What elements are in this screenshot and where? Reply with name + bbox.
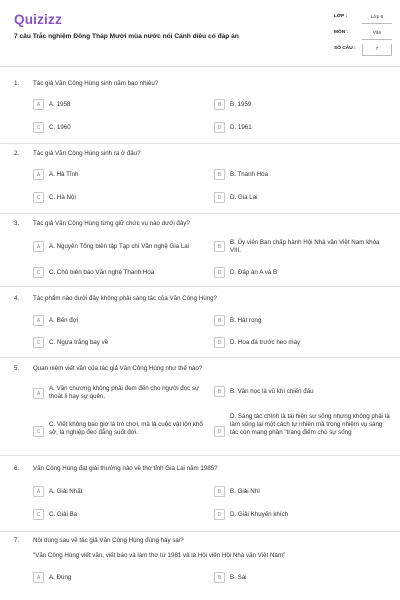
option-letter-c: C (33, 337, 44, 348)
option-letter-a: A (33, 99, 44, 110)
option-letter-b: B (214, 241, 225, 252)
option-text-d: D. Giải Khuyến khích (230, 510, 289, 518)
question-text: Nội dung sau về tác giả Văn Công Hùng đúng hay sai? (33, 537, 184, 544)
question-quote: "Văn Công Hùng viết văn, viết báo và làm thơ từ 1981 và là Hội viên Hội Nhà văn Việt Nam" (33, 552, 286, 559)
option-text-d: D. 1961 (230, 123, 252, 131)
meta-row-mon (334, 28, 394, 44)
option-text-a: A. Hà Tĩnh (49, 170, 79, 178)
question-text: Quan niệm viết văn của tác giả Văn Công Hùng như thế nào? (33, 365, 203, 372)
quizizz-logo[interactable]: Quizizz (14, 12, 62, 27)
option-text-b: B. Giải Nhì (230, 487, 260, 495)
option-letter-a: A (33, 315, 44, 326)
worksheet-title: 7 câu Trắc nghiệm Đồng Tháp Mười mùa nước nổi Cánh diều có đáp án (14, 33, 239, 40)
option-letter-d: D (214, 267, 225, 278)
question-divider (0, 357, 400, 358)
mon-label: MÔN : (334, 30, 349, 35)
option-text-a: A. Đúng (49, 573, 72, 581)
option-letter-a: A (33, 169, 44, 180)
question-text: Tác giả Văn Công Hùng sinh năm bao nhiêu? (33, 80, 159, 87)
question-text: Tác giả Văn Công Hùng từng giữ chức vụ nào dưới đây? (33, 220, 190, 227)
option-letter-a: A (33, 241, 44, 252)
question-divider (0, 531, 400, 532)
option-letter-d: D (214, 426, 225, 437)
question-number: 1. (14, 80, 20, 87)
question-number: 4. (14, 295, 20, 302)
option-letter-c: C (33, 122, 44, 133)
question-text: Văn Công Hùng đạt giải thưởng nào về thơ tỉnh Gia Lai năm 1985? (33, 465, 218, 472)
question-number: 5. (14, 365, 20, 372)
option-letter-c: C (33, 192, 44, 203)
option-text-b: B. 1959 (230, 100, 252, 108)
option-text-d: D. Đáp án A và B (230, 268, 278, 276)
option-text-b: B. Thanh Hóa (230, 170, 269, 178)
option-letter-d: D (214, 122, 225, 133)
lop-label: LỚP : (334, 14, 348, 19)
option-text-c: C. 1960 (49, 123, 71, 131)
option-letter-d: D (214, 337, 225, 348)
option-letter-c: C (33, 426, 44, 437)
question-text: Tác giả Văn Công Hùng sinh ra ở đâu? (33, 150, 141, 157)
option-letter-c: C (33, 509, 44, 520)
worksheet-meta (334, 12, 394, 60)
socau-label: SỐ CÂU : (334, 46, 356, 51)
question-divider (0, 286, 400, 287)
option-text-b: B. Văn học là vũ khí chiến đấu (230, 387, 314, 395)
option-text-c: C. Hà Nội (49, 193, 76, 201)
option-letter-a: A (33, 486, 44, 497)
option-letter-b: B (214, 486, 225, 497)
option-letter-b: B (214, 169, 225, 180)
question-divider (0, 213, 400, 214)
option-letter-b: B (214, 99, 225, 110)
option-text-d: D. Hoa đá trước heo may (230, 338, 301, 346)
option-letter-b: B (214, 315, 225, 326)
question-divider (0, 143, 400, 144)
option-text-b: B. Sai (230, 573, 247, 581)
option-text-a: A. Nguyên Tổng biên tập Tạp chí Văn nghệ Gia Lai (49, 242, 190, 250)
option-letter-c: C (33, 267, 44, 278)
option-letter-a: A (33, 572, 44, 583)
question-text: Tác phẩm nào dưới đây không phải sáng tác của Văn Công Hùng? (33, 295, 217, 302)
option-text-d: D. Sáng tác chính là tái hiện sự sống nhưng không phải là làm sống lại một cách tự nhiên mà trong nhiệm vụ sáng tác còn mang phần "trang điểm cho sự sống (230, 412, 390, 437)
mon-value: Văn (362, 28, 392, 40)
header-divider (0, 66, 400, 67)
option-letter-d: D (214, 192, 225, 203)
question-number: 7. (14, 537, 20, 544)
lop-value: Lớp 6 (362, 12, 392, 24)
option-text-a: A. 1958 (49, 100, 71, 108)
worksheet-header (0, 0, 400, 66)
option-text-b: B. Hát rong (230, 316, 262, 324)
option-text-c: C. Ngựa trắng bay về (49, 338, 109, 346)
question-number: 6. (14, 465, 20, 472)
option-letter-b: B (214, 386, 225, 397)
option-text-c: C. Giải Ba (49, 510, 78, 518)
option-letter-d: D (214, 509, 225, 520)
option-text-c: C. Chủ biên báo Văn nghệ Thanh Hóa (49, 268, 155, 276)
question-divider (0, 455, 400, 456)
option-text-c: C. Viết không bao giờ là trò chơi, mà là cuộc vật lộn khổ sở, là nghiệp đeo đẳng suốt đời. (49, 420, 203, 436)
option-letter-b: B (214, 572, 225, 583)
question-number: 2. (14, 150, 20, 157)
option-letter-a: A (33, 388, 44, 399)
meta-row-lop (334, 12, 394, 28)
option-text-d: D. Gia Lai (230, 193, 258, 201)
option-text-a: A. Văn chương không phải đem đến cho người đọc sự thoát li hay sự quên. (49, 384, 200, 400)
question-number: 3. (14, 220, 20, 227)
meta-row-socau (334, 44, 394, 60)
option-text-a: A. Bến đợi (49, 316, 79, 324)
option-text-b: B. Ủy viên Ban chấp hành Hội Nhà văn Việt Nam khóa VIII. (230, 238, 380, 254)
socau-value: 7 (362, 44, 392, 56)
option-text-a: A. Giải Nhất (49, 487, 83, 495)
